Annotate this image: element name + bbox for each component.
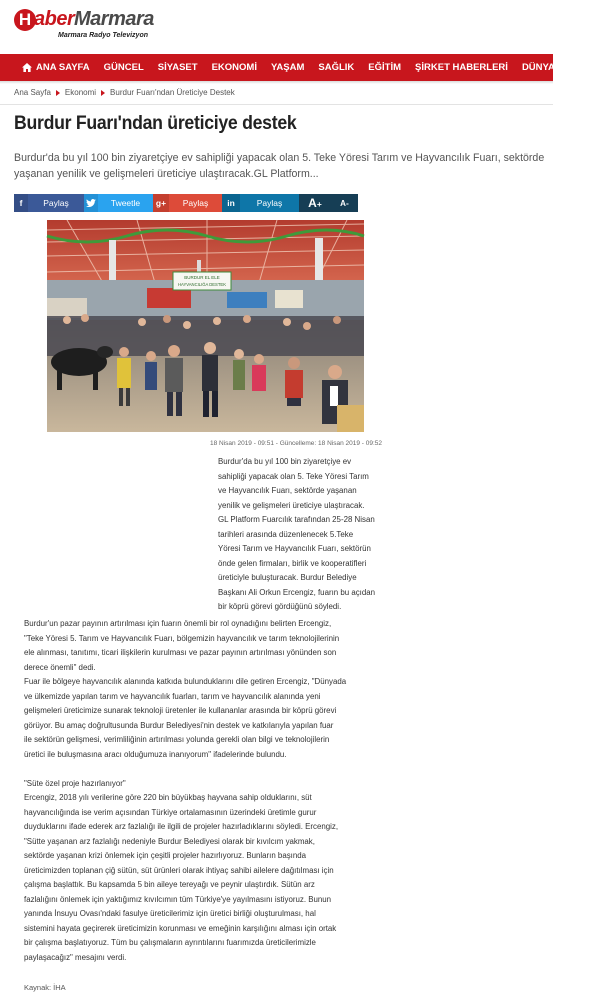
linkedin-share-label: Paylaş [256,198,283,208]
intro-line: sahipliği yapacak olan 5. Teke Yöresi Tarım [218,471,369,481]
article-intro-column [218,455,416,615]
facebook-icon: f [14,194,28,212]
twitter-share-label: Tweetle [110,198,141,208]
gplus-share-button[interactable] [153,194,222,212]
body-line: fazlalığını önlemek için yaktığımız kıvılcımın tüm Türkiye'ye yayılmasını istiyoruz. Bunun [24,894,332,904]
nav-item-egitim[interactable]: EĞİTİM [368,62,402,73]
intro-line: önde gelen firmaları, birlik ve kooperatifleri [218,558,367,568]
font-size-controls [299,194,358,212]
intro-line: üreticiyle buluşturacak. Burdur Belediye [218,573,357,582]
gplus-share-label: Paylaş [182,198,209,208]
intro-line: GL Platform Fuarcılık tarafından 25-28 Nisan [218,515,375,524]
body-line: Ercengiz, 2018 yılı verilerine göre 220 bin büyükbaş hayvana sahip olduklarını, süt [24,793,312,802]
facebook-share-label: Paylaş [43,198,69,208]
body-line: gelişmeleri üreticimize sunarak teknoloji üretenler ile kullananlar arasında bir köprü görevi [24,706,337,715]
body-line: bir çalışma başlatıyoruz. Tüm bu çalışmaların ayrıntılarını fuarımızda üreticilerimizle [24,938,316,947]
body-line: hayvancılığında ise verim açısından Türkiye ortalamasının üzerindeki üretimle gurur [24,807,317,817]
body-line: sistemini hayata geçirerek üreticimizin korunması ve emeğinin karşılığını alması için ortak [24,923,337,933]
intro-line: ve Hayvancılık Fuarı, sektörde yaşanan [218,486,357,495]
body-line: çalışma başlattık. Bu kapsamda 5 bin aileye tereyağı ve peynir ulaştırdık. Sütün arz [24,880,315,889]
body-line: Burdur'un pazar payının artırılması için fuarın önemli bir rol oynadığını belirten Ercengiz, [24,619,332,628]
nav-item-spor[interactable]: SPOR [568,62,596,73]
intro-line: yenilik ve gelişmeleri üreticiye ulaştıracak. [218,500,365,510]
linkedin-icon: in [222,194,240,212]
share-bar [14,194,358,212]
nav-item-sirket-haberleri[interactable]: ŞİRKET HABERLERİ [415,62,508,73]
body-line: derece önemli" dedi. [24,662,96,672]
facebook-share-button[interactable] [14,194,84,212]
nav-item-saglik[interactable]: SAĞLIK [318,62,355,73]
logo-badge: H [14,9,36,31]
breadcrumb [14,88,235,97]
body-subheading: "Süte özel proje hazırlanıyor" [24,778,126,788]
nav-item-guncel[interactable]: GÜNCEL [103,62,144,73]
article-photo [47,220,364,432]
body-line: paylaşacağız" mesajını verdi. [24,952,127,962]
body-line: "Sütte yaşanan arz fazlalığı nedeniyle Burdur Belediyesi olarak bir kıvılcım yakmak, [24,836,315,846]
intro-line: Burdur'da bu yıl 100 bin ziyaretçiye ev [218,457,352,466]
body-line: görüyor. Bu amaç doğrultusunda Burdur Belediyesi'nin destek ve katkılarıyla yapılan fuar [24,720,334,730]
twitter-share-button[interactable] [84,194,153,212]
intro-line: Başkanı Ali Orkun Ercengiz, fuarın bu açıdan [218,587,376,597]
paragraph-gap [24,762,419,777]
body-line: ele alınması, tanıtımı, ticari ilişkilerin kurulması ve pazar payının artırılması yönünden son [24,648,337,657]
article-source: Kaynak: İHA [24,983,66,992]
photo-sign-line1: BURDUR EL ELE [184,275,220,280]
body-line: "Teke Yöresi 5. Tarım ve Hayvancılık Fuarı, bölgemizin hayvancılık ve tarım teknolojilerinin [24,633,340,643]
photo-sign-line2: HAYVANCILIĞA DESTEK [177,282,227,287]
logo-word-marmara: Marmara [74,8,154,30]
body-line: sektörde yaşanan krizi önlemek için çeşitli projeler hazırlıyoruz. Bunların başında [24,851,307,860]
article-summary: Burdur'da bu yıl 100 bin ziyaretçiye ev sahipliği yapacak olan 5. Teke Yöresi Tarım ve Hayvancılık Fuarı, sektörde yaşanan yenilik ve gelişmeleri üreticiye ulaştıracak.GL Platform... [14,152,545,180]
nav-item-ekonomi[interactable]: EKONOMİ [211,62,257,73]
body-line: üreticimizden toplanan çiğ sütün, süt ürünleri olarak ihtiyaç sahibi ailelere dağıtılması için [24,865,334,875]
logo-tagline: Marmara Radyo Televizyon [58,32,148,39]
nav-item-siyaset[interactable]: SİYASET [157,62,198,73]
body-line: Fuar ile bölgeye hayvancılık alanında katkıda bulunduklarını dile getiren Ercengiz, "Dünyada [24,677,347,686]
nav-shadow [0,81,553,84]
intro-line: bir köprü görevi gördüğünü söyledi. [218,602,342,611]
linkedin-share-button[interactable] [222,194,299,212]
body-line: ve ülkemizde yapılan tarım ve hayvancılık fuarları, tarım ve hayvancılık alanında yeni [24,691,321,701]
logo-word-haber: aber [34,8,75,30]
font-increase-button[interactable] [308,196,322,210]
font-increase-sign: + [316,199,322,209]
intro-line: Yöresi Tarım ve Hayvancılık Fuarı, sektörün [218,544,371,553]
breadcrumb-category[interactable]: Ekonomi [64,88,97,97]
nav-item-yasam[interactable]: YAŞAM [270,62,305,73]
breadcrumb-arrow-icon [56,90,60,96]
nav-item-dunya[interactable]: DÜNYA [521,62,555,73]
breadcrumb-arrow-icon [101,90,105,96]
nav-item-label: ANA SAYFA [36,62,90,73]
font-decrease-sign: - [345,198,349,208]
article-body [24,617,419,965]
breadcrumb-current: Burdur Fuarı'ndan Üreticiye Destek [110,88,235,97]
body-line: yanında İnsuyu Ovası'ndaki fasulye üreticilerimiz için üretici birliği oluşturulması, hal [24,909,316,918]
breadcrumb-divider [0,104,553,105]
google-plus-icon: g+ [153,194,169,212]
site-header [0,0,553,52]
body-line: duyduklarını ifade ederek arz fazlalığı ile ilgili de projeler hazırladıklarını söyledi. Ercengiz, [24,822,339,831]
nav-item-ana-sayfa[interactable] [22,62,90,73]
site-logo[interactable] [14,6,154,40]
article-title: Burdur Fuarı'ndan üreticiye destek [14,113,297,134]
breadcrumb-home[interactable]: Ana Sayfa [14,88,51,97]
article-date: 18 Nisan 2019 - 09:51 - Güncelleme: 18 Nisan 2019 - 09:52 [210,440,382,447]
font-increase-letter: A [308,196,317,210]
font-decrease-letter: A [340,199,346,208]
twitter-icon [84,194,98,212]
home-icon [22,63,32,72]
main-nav [0,54,596,81]
body-line: üretici ile buluşmasına aracı olduğumuza inanıyorum" ifadelerinde bulundu. [24,749,287,759]
intro-line: tarihleri arasında düzenlenecek 5.Teke [218,529,354,539]
body-line: ile sektörün gelişmesi, verimliliğinin artırılması yolunda gerekli olan bilgi ve teknolojilerin [24,735,330,744]
font-decrease-button[interactable] [340,198,349,208]
